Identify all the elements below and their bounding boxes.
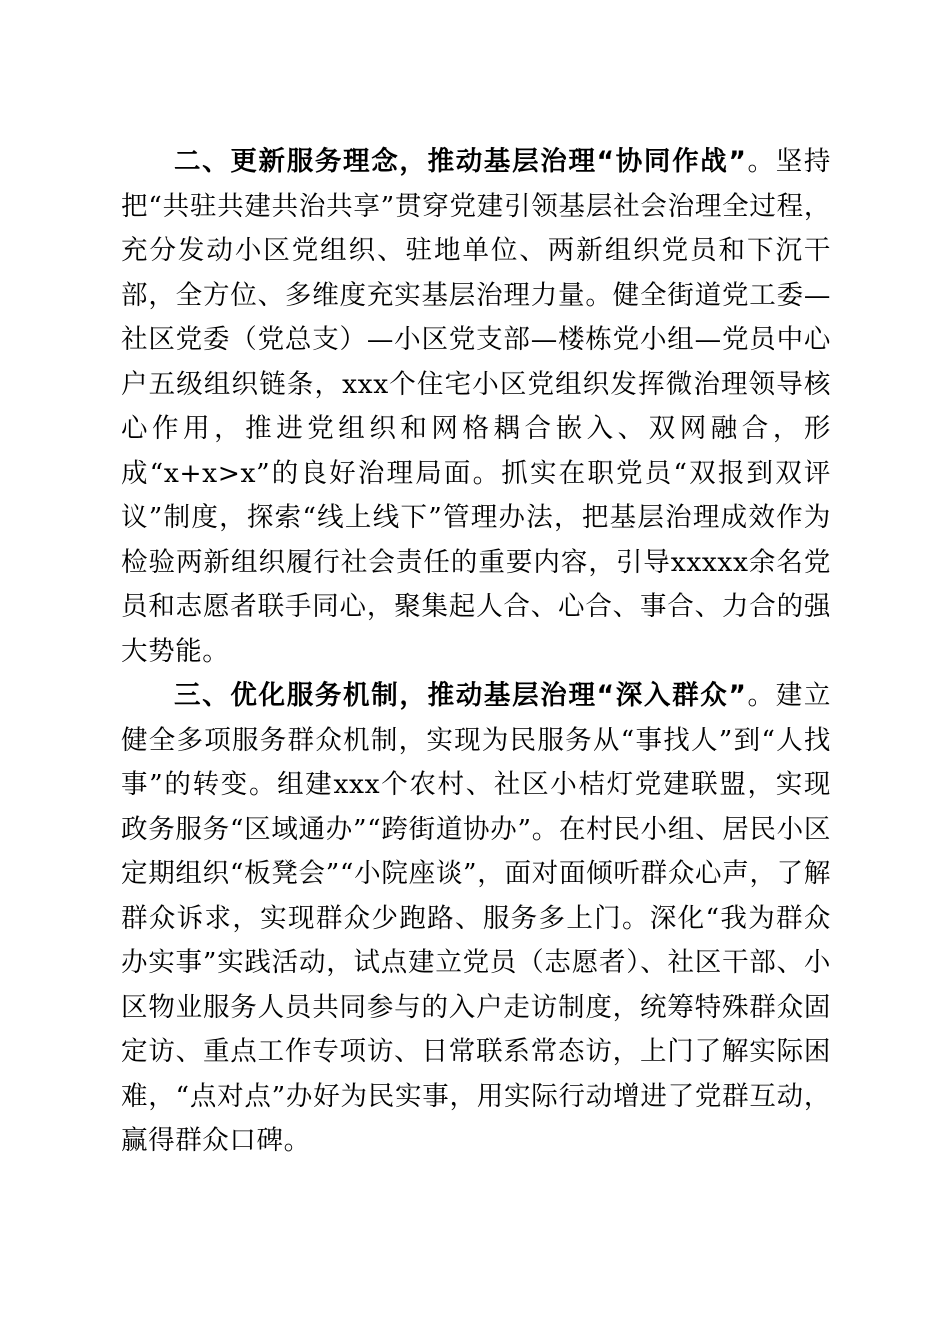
paragraph-text: 。建立健全多项服务群众机制，实现为民服务从“事找人”到“人找事”的转变。组建xxx个农村、社区小桔灯党建联盟，实现政务服务“区域通办”“跨街道协办”。在村民小组、居民小区定期组织“板凳会”“小院座谈”，面对面倾听群众心声，了解群众诉求，实现群众少跑路、服务多上门。深化“我为群众办实事”实践活动，试点建立党员（志愿者）、社区干部、小区物业服务人员共同参与的入户走访制度，统筹特殊群众固定访、重点工作专项访、日常联系常态访，上门了解实际困难，“点对点”办好为民实事，用实际行动增进了党群互动，赢得群众口碑。 (121, 680, 831, 1156)
paragraph-text: 。坚持把“共驻共建共治共享”贯穿党建引领基层社会治理全过程，充分发动小区党组织、驻地单位、两新组织党员和下沉干部，全方位、多维度充实基层治理力量。健全街道党工委—社区党委（党总支）—小区党支部—楼栋党小组—党员中心户五级组织链条，xxx个住宅小区党组织发挥微治理领导核心作用，推进党组织和网格耦合嵌入、双网融合，形成“x+x>x”的良好治理局面。抓实在职党员“双报到双评议”制度，探索“线上线下”管理办法，把基层治理成效作为检验两新组织履行社会责任的重要内容，引导xxxxx余名党员和志愿者联手同心，聚集起人合、心合、事合、力合的强大势能。 (121, 146, 831, 667)
paragraph-service-mechanism (121, 674, 831, 1164)
paragraph-service-concept (121, 140, 831, 674)
paragraph-heading: 二、更新服务理念，推动基层治理“协同作战” (174, 146, 747, 177)
paragraph-heading: 三、优化服务机制，推动基层治理“深入群众” (174, 680, 747, 711)
document-body (121, 140, 831, 1164)
